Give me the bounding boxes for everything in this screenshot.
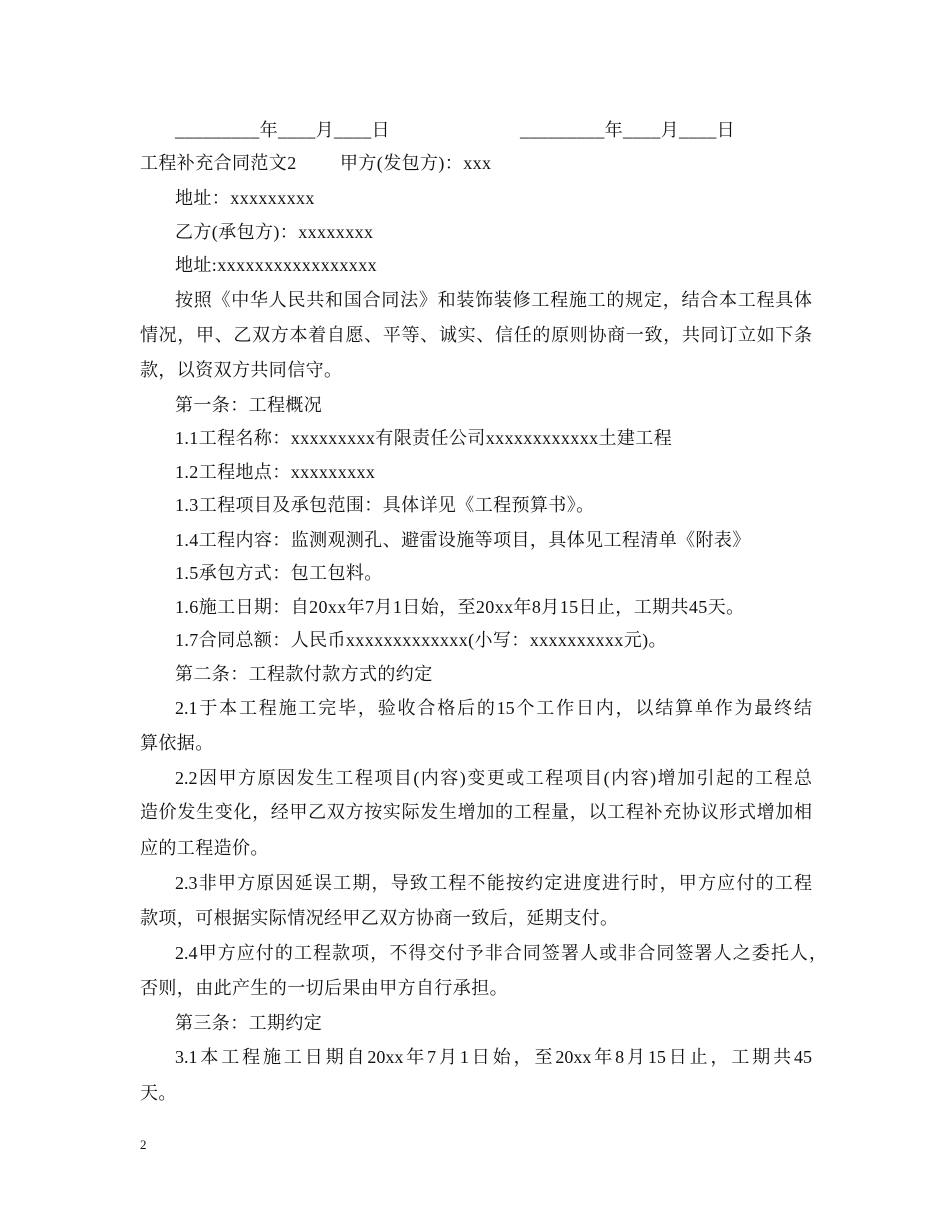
clause-line: 1.5承包方式：包工包料。 (175, 563, 383, 583)
party-b: 乙方(承包方)：xxxxxxxx (175, 222, 374, 242)
clause-line: 2.4甲方应付的工程款项，不得交付予非合同签署人或非合同签署人之委托人， (175, 943, 827, 963)
clause-line: 应的工程造价。 (140, 838, 269, 858)
clause-line: 1.6施工日期：自20xx年7月1日始，至20xx年8月15日止，工期共45天。 (175, 597, 745, 617)
clause-line: 1.2工程地点：xxxxxxxxx (175, 462, 376, 482)
signature-date-left: _________年____月____日 (175, 120, 390, 140)
clause-line: 2.2因甲方原因发生工程项目(内容)变更或工程项目(内容)增加引起的工程总 (175, 768, 812, 788)
clause-line: 造价发生变化，经甲乙双方按实际发生增加的工程量，以工程补充协议形式增加相 (140, 802, 812, 822)
clause-line: 3.1本工程施工日期自20xx年7月1日始，至20xx年8月15日止，工期共45 (175, 1047, 812, 1067)
preamble-line: 情况，甲、乙双方本着自愿、平等、诚实、信任的原则协商一致，共同订立如下条 (140, 325, 812, 345)
clause-line: 否则，由此产生的一切后果由甲方自行承担。 (140, 978, 508, 998)
clause-line: 1.4工程内容：监测观测孔、避雷设施等项目，具体见工程清单《附表》 (175, 530, 751, 550)
document-title: 工程补充合同范文2 (140, 153, 297, 173)
article-3-heading: 第三条：工期约定 (175, 1013, 323, 1033)
article-1-heading: 第一条：工程概况 (175, 395, 323, 415)
clause-line: 2.1于本工程施工完毕，验收合格后的15个工作日内，以结算单作为最终结 (175, 698, 812, 718)
party-a: 甲方(发包方)：xxx (340, 153, 492, 173)
preamble-line: 按照《中华人民共和国合同法》和装饰装修工程施工的规定，结合本工程具体 (175, 290, 812, 310)
clause-line: 天。 (140, 1083, 177, 1103)
clause-line: 2.3非甲方原因延误工期，导致工程不能按约定进度进行时，甲方应付的工程 (175, 873, 812, 893)
article-2-heading: 第二条：工程款付款方式的约定 (175, 664, 433, 684)
party-a-address: 地址：xxxxxxxxx (175, 188, 315, 208)
signature-date-right: _________年____月____日 (520, 120, 735, 140)
preamble-line: 款，以资双方共同信守。 (140, 360, 343, 380)
page-number: 2 (140, 1137, 147, 1152)
clause-line: 1.7合同总额：人民币xxxxxxxxxxxxx(小写：xxxxxxxxxx元)。 (175, 630, 667, 650)
clause-line: 款项，可根据实际情况经甲乙双方协商一致后，延期支付。 (140, 908, 619, 928)
clause-line: 1.1工程名称：xxxxxxxxx有限责任公司xxxxxxxxxxxx土建工程 (175, 428, 673, 448)
party-b-address: 地址:xxxxxxxxxxxxxxxxx (175, 255, 378, 275)
clause-line: 1.3工程项目及承包范围：具体详见《工程预算书》。 (175, 495, 595, 515)
clause-line: 算依据。 (140, 733, 214, 753)
